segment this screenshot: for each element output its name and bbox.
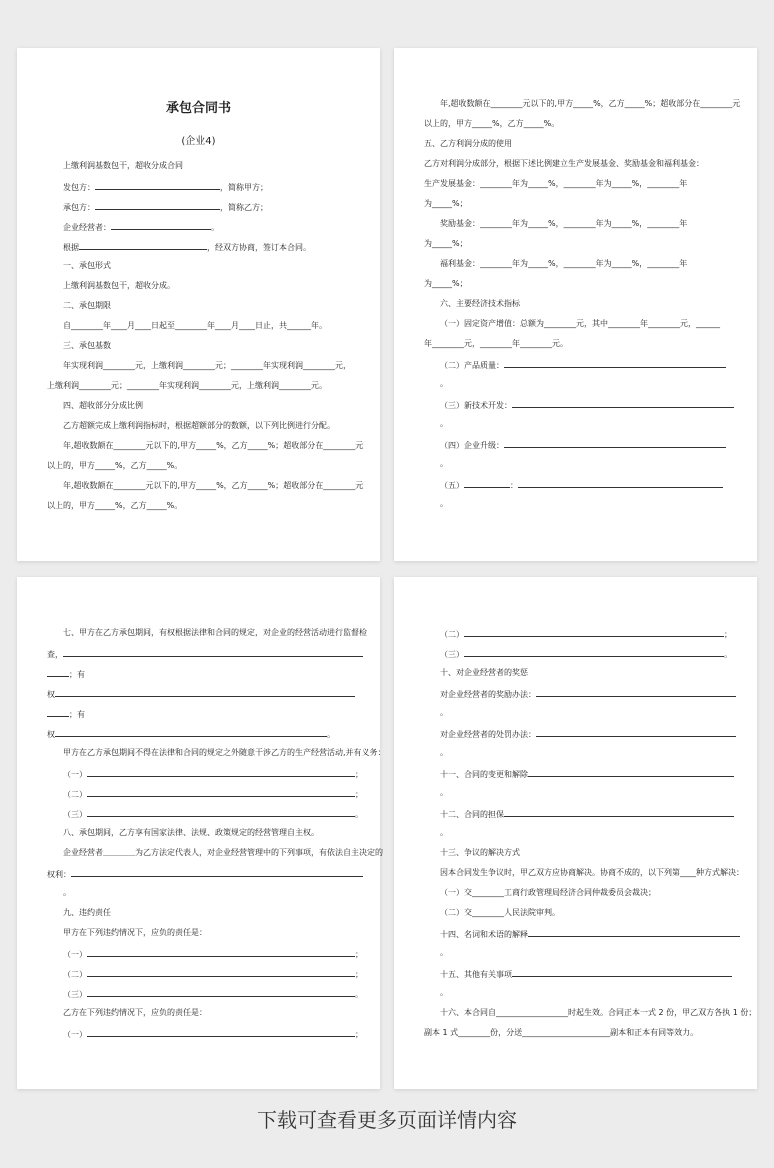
document-page-3 (17, 577, 386, 1089)
text-line: （二） ； (63, 970, 363, 979)
text-line: 甲方在乙方承包期间不得在法律和合同的规定之外随意干涉乙方的生产经营活动,并有义务： (63, 748, 386, 757)
text-line: 对企业经营者的处罚办法： (440, 728, 736, 740)
section-heading: 十一、合同的变更和解除 (440, 768, 734, 780)
text-line: 年,超收数额在________元以下的,甲方_____%，乙方_____%；超收部分在________元 (63, 441, 364, 450)
text-line: 甲方在下列违约情况下，应负的责任是： (63, 928, 207, 937)
text-line: （二） ； (440, 630, 732, 639)
text-line: 上缴利润基数包干，超收分成合同 (63, 161, 183, 170)
section-heading: 十五、其他有关事项 (440, 968, 732, 980)
section-heading: 三、承包基数 (63, 341, 111, 350)
section-heading: 十六、本合同自__________________时起生效。合同正本一式 2 份，甲乙双方各执 1 份； (440, 1008, 757, 1017)
section-heading: 八、承包期间，乙方享有国家法律、法规、政策规定的经营管理自主权。 (63, 828, 319, 837)
text-line: 生产发展基金：________年为_____%，________年为_____%，________年 (424, 179, 688, 188)
text-line: （一）交________工商行政管理局经济合同仲裁委员会裁决； (440, 888, 656, 897)
section-heading: 四、超收部分分成比例 (63, 401, 143, 410)
text-line: 以上的，甲方_____%，乙方_____%。 (47, 501, 183, 510)
text-line: 权 。 (47, 730, 335, 739)
section-heading: 十、对企业经营者的奖惩 (440, 668, 528, 677)
text-line: 乙方超额完成上缴利润指标时，根据超额部分的数额，以下列比例进行分配。 (63, 421, 335, 430)
section-heading: 五、乙方利润分成的使用 (424, 139, 512, 148)
text-line: 奖励基金：________年为_____%，________年为_____%，________年 (440, 219, 688, 228)
contract-title: 承包合同书 (165, 101, 231, 116)
text-line: （四）企业升级： (440, 439, 726, 451)
text-line: 。 (440, 379, 448, 388)
text-line: 。 (440, 788, 448, 797)
text-line: （一） ； (63, 1030, 363, 1039)
text-line: （二）交________人民法院审判。 (440, 908, 560, 917)
text-line: （一）固定资产增值：总额为________元，其中________年________元，______ (440, 319, 720, 328)
text-line: 查， (47, 648, 363, 660)
text-line: 为_____%； (424, 279, 468, 288)
section-heading: 七、甲方在乙方承包期间，有权根据法律和合同的规定，对企业的经营活动进行监督检 (63, 628, 367, 637)
text-line: 。 (63, 888, 71, 897)
text-line: （三） 。 (63, 990, 363, 999)
text-line: 权利： (47, 868, 363, 880)
contract-subtitle: (企业4) (181, 136, 216, 147)
text-line: 。 (440, 459, 448, 468)
text-line: （一） ； (63, 950, 363, 959)
text-line: （二） ； (63, 790, 363, 799)
section-heading: 十二、合同的担保 (440, 808, 734, 820)
text-line: （一） ； (63, 770, 363, 779)
text-line: 。 (440, 948, 448, 957)
text-line: 年,超收数额在________元以下的,甲方_____%，乙方_____%；超收部分在________元 (63, 481, 364, 490)
text-line: 为_____%； (424, 239, 468, 248)
text-line: 副本 1 式________份，分送______________________副本和正本有同等效力。 (424, 1028, 699, 1037)
text-line: 因本合同发生争议时，甲乙双方应协商解决。协商不成的，以下列第____种方式解决： (440, 868, 744, 877)
text-line: 上缴利润基数包干，超收分成。 (63, 281, 175, 290)
section-heading: 六、主要经济技术指标 (440, 299, 520, 308)
text-line: 年实现利润________元，上缴利润________元；________年实现利润________元， (63, 361, 351, 370)
section-heading: 十三、争议的解决方式 (440, 848, 520, 857)
text-line: 乙方对利润分成部分，根据下述比例建立生产发展基金、奖励基金和福利基金： (424, 159, 704, 168)
text-line: （三） 。 (63, 810, 363, 819)
text-line: ；有 (47, 708, 85, 720)
text-line: 根据 ，经双方协商，签订本合同。 (63, 243, 311, 252)
text-line: 。 (440, 988, 448, 997)
text-line: 对企业经营者的奖励办法： (440, 688, 736, 700)
text-line: 。 (440, 748, 448, 757)
text-line: （三）新技术开发： (440, 399, 734, 411)
text-line: （三） 。 (440, 650, 732, 659)
text-line: ；有 (47, 668, 85, 680)
text-line: 自________年____月____日起至________年____月____日止，共______年。 (63, 321, 327, 330)
text-line: 为_____%； (424, 199, 468, 208)
text-line: 。 (440, 828, 448, 837)
text-line: 福利基金：________年为_____%，________年为_____%，________年 (440, 259, 688, 268)
text-line: 上缴利润________元；________年实现利润________元，上缴利润________元。 (47, 381, 327, 390)
text-line: 以上的，甲方_____%，乙方_____%。 (424, 119, 560, 128)
document-page-4 (394, 577, 757, 1089)
document-page-2 (394, 48, 757, 561)
text-line: 。 (440, 499, 448, 508)
text-line: （二）产品质量： (440, 359, 726, 371)
section-heading: 一、承包形式 (63, 261, 111, 270)
text-line: 以上的，甲方_____%，乙方_____%。 (47, 461, 183, 470)
text-line: 年________元，________年________元。 (424, 339, 568, 348)
section-heading: 九、违约责任 (63, 908, 111, 917)
text-line: 年,超收数额在________元以下的,甲方_____%，乙方_____%；超收部分在________元 (440, 99, 741, 108)
text-line: （五） ： (440, 479, 723, 491)
document-page-1 (17, 48, 380, 561)
text-line: 发包方： ，简称甲方； (63, 183, 268, 192)
text-line: 权 (47, 688, 355, 700)
download-prompt[interactable]: 下载可查看更多页面详情内容 (257, 1108, 517, 1132)
text-line: 企业经营者： 。 (63, 223, 219, 232)
text-line: 企业经营者＿＿＿＿为乙方法定代表人，对企业经营管理中的下列事项，有依法自主决定的 (63, 848, 383, 857)
text-line: 乙方在下列违约情况下，应负的责任是： (63, 1008, 207, 1017)
text-line: 承包方： ，简称乙方； (63, 203, 268, 212)
section-heading: 十四、名词和术语的解释 (440, 928, 740, 940)
text-line: 。 (440, 419, 448, 428)
text-line: 。 (440, 708, 448, 717)
section-heading: 二、承包期限 (63, 301, 111, 310)
